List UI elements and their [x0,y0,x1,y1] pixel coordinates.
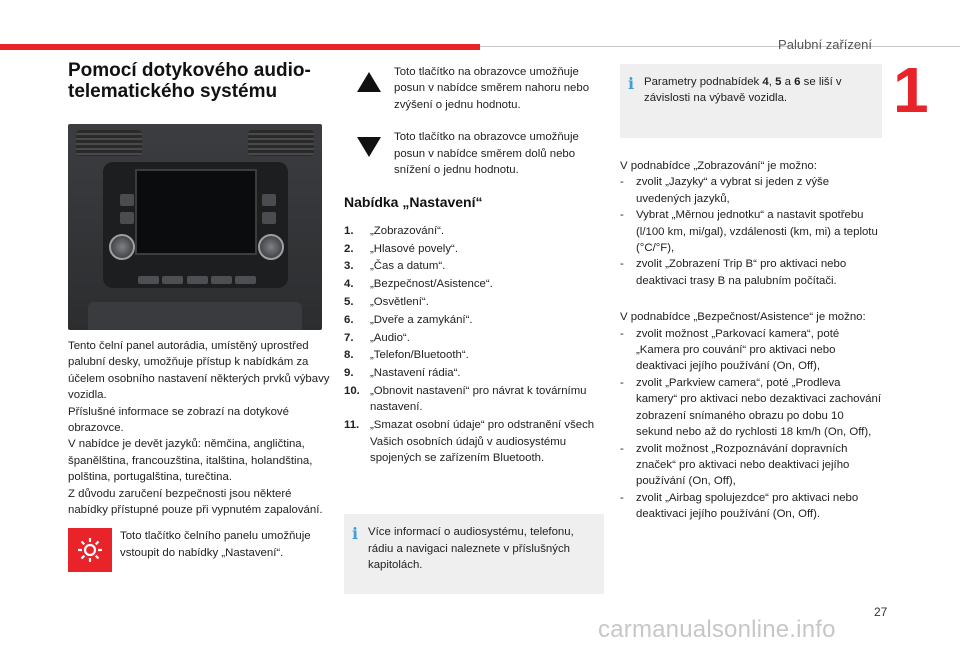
volume-knob [109,234,135,260]
display-options-list [620,174,882,289]
menu-item [344,223,604,239]
air-vent-right [248,130,314,156]
info-icon: i [628,74,635,93]
safety-option-text: zvolit „Parkview camera“, poté „Prodleva kamery“ pro aktivaci nebo dezaktivaci zachování zobrazení snímaného obrazu po dobu 10 sekund nebo až do rychlosti 18 km/h (On, Off), [636,376,882,439]
menu-item [344,365,604,381]
paragraph: Příslušné informace se zobrazí na dotykové obrazovce. [68,405,289,435]
list-dash: - [620,176,624,189]
section-title: Palubní zařízení [778,37,872,52]
menu-item-number: 8. [344,349,354,362]
list-dash: - [620,258,624,271]
info-box [620,64,882,138]
list-dash: - [620,209,624,222]
menu-item-number: 3. [344,260,354,273]
menu-item-number: 9. [344,367,354,380]
chapter-number: 1 [893,54,929,126]
paragraph: V nabídce je devět jazyků: němčina, angličtina, španělština, francouzština, italština, holandština, polština, portugalština, turečtina. [68,438,313,484]
info-text: Více informací o audiosystému, telefonu, rádiu a navigaci naleznete v příslušných kapitolách. [368,526,574,572]
safety-options-list [620,326,882,523]
display-option [620,256,882,289]
list-dash: - [620,491,624,504]
menu-item-number: 4. [344,278,354,291]
settings-gear-icon [68,528,112,572]
arrow-down-icon [357,137,381,157]
menu-item-text: „Telefon/Bluetooth“. [370,349,469,362]
header-rule [480,46,960,47]
menu-item [344,258,604,274]
menu-heading: Nabídka „Nastavení“ [344,194,483,211]
up-button-note [344,64,604,113]
page-title: Pomocí dotykového audio-telematického systému [68,60,311,102]
safety-option-text: zvolit možnost „Parkovací kamera“, poté „Kamera pro couvání“ pro aktivaci nebo deaktivaci jejího používání (On, Off), [636,327,840,373]
menu-item [344,330,604,346]
audio-panel-photo [68,124,322,330]
info-text-part: , [768,76,776,88]
paragraph: Z důvodu zaručení bezpečnosti jsou některé nabídky přístupné pouze při vypnutém zapalování. [68,487,323,517]
menu-item-text: „Osvětlení“. [370,296,429,309]
up-note-text: Toto tlačítko na obrazovce umožňuje posun v nabídce směrem nahoru nebo zvýšení o jednu hodnotu. [394,66,590,111]
info-icon: i [352,524,359,544]
softkey-phone [211,276,232,284]
menu-item-text: „Obnovit nastavení“ pro návrat k továrnímu nastavení. [370,385,587,414]
softkey-more [235,276,256,284]
menu-item-number: 2. [344,242,354,255]
menu-item [344,312,604,328]
menu-item-number: 1. [344,224,354,237]
column-3 [620,64,882,523]
softkey-radio [138,276,159,284]
down-button-note [344,129,604,178]
menu-item [344,347,604,363]
settings-menu-list [344,223,604,467]
menu-item-number: 10. [344,385,360,398]
menu-item-text: „Zobrazování“. [370,224,445,237]
safety-option [620,326,882,375]
softkey-media [162,276,183,284]
info-bold-number: 4 [762,76,769,88]
page-number: 27 [874,605,888,619]
info-text-part: se liší v závislosti na výbavě vozidla. [644,76,842,105]
menu-item [344,417,604,466]
menu-item-number: 6. [344,313,354,326]
safety-option [620,490,882,523]
menu-item [344,241,604,257]
lower-console [88,302,302,330]
softkey-nav [187,276,208,284]
safety-intro: V podnabídce „Bezpečnost/Asistence“ je možno: [620,311,866,324]
safety-option [620,375,882,441]
display-option-text: Vybrat „Měrnou jednotku“ a nastavit spotřebu (l/100 km, mi/gal), vzdálenosti (km, mi) a teplotu (°C/°F), [636,209,878,255]
paragraph: Tento čelní panel autorádia, umístěný uprostřed palubní desky, umožňuje přístup k nabídkám za účelem osobního nastavení některých prvků výbavy vozidla. [68,340,330,402]
menu-item [344,383,604,416]
safety-option [620,441,882,490]
display-option-text: zvolit „Zobrazení Trip B“ pro aktivaci nebo deaktivaci trasy B na palubním počítači. [636,258,847,287]
menu-item-number: 11. [344,419,360,432]
panel-button [120,212,134,224]
menu-item-text: „Audio“. [370,331,410,344]
display-intro: V podnabídce „Zobrazování“ je možno: [620,160,817,172]
safety-option-text: zvolit možnost „Rozpoznávání dopravních značek“ pro aktivaci nebo deaktivaci jejího používání (On, Off), [636,442,850,488]
menu-item-number: 7. [344,331,354,344]
display-option [620,174,882,207]
info-box [344,514,604,594]
info-text-part: Parametry podnabídek [644,76,763,88]
safety-option-text: zvolit „Airbag spolujezdce“ pro aktivaci nebo deaktivaci jejího používání (On, Off). [636,491,859,521]
scroll-knob [258,234,284,260]
menu-item-text: „Bezpečnost/Asistence“. [370,278,493,291]
menu-item-text: „Nastavení rádia“. [370,367,461,380]
panel-button [262,212,276,224]
info-text [644,76,842,104]
list-dash: - [620,442,624,455]
column-2 [344,64,604,594]
info-bold-number: 5 [775,76,782,88]
info-text-part: a [781,76,795,88]
panel-button [262,194,276,206]
info-bold-number: 6 [794,76,801,88]
settings-button-note [68,528,330,572]
panel-button [120,194,134,206]
display-option-text: zvolit „Jazyky“ a vybrat si jeden z výše uvedených jazyků, [636,176,830,205]
header-red-bar [0,44,480,50]
softkeys-row [138,276,256,286]
column-1 [68,60,330,572]
list-dash: - [620,327,624,340]
arrow-up-icon [357,72,381,92]
menu-item-text: „Hlasové povely“. [370,242,458,255]
menu-item [344,276,604,292]
down-note-text: Toto tlačítko na obrazovce umožňuje posun v nabídce směrem dolů nebo snížení o jednu hodnotu. [394,131,579,177]
watermark: carmanualsonline.info [598,616,836,643]
touch-screen [135,169,257,255]
menu-item-text: „Smazat osobní údaje“ pro odstranění všech Vašich osobních údajů v audiosystému spojených se zařízením Bluetooth. [370,419,595,465]
list-dash: - [620,376,624,389]
menu-item-text: „Čas a datum“. [370,260,446,273]
settings-note-text: Toto tlačítko čelního panelu umožňuje vstoupit do nabídky „Nastavení“. [120,530,311,559]
air-vent-left [76,130,142,156]
menu-item-text: „Dveře a zamykání“. [370,313,473,326]
display-option [620,207,882,256]
menu-item [344,294,604,310]
menu-item-number: 5. [344,296,354,309]
